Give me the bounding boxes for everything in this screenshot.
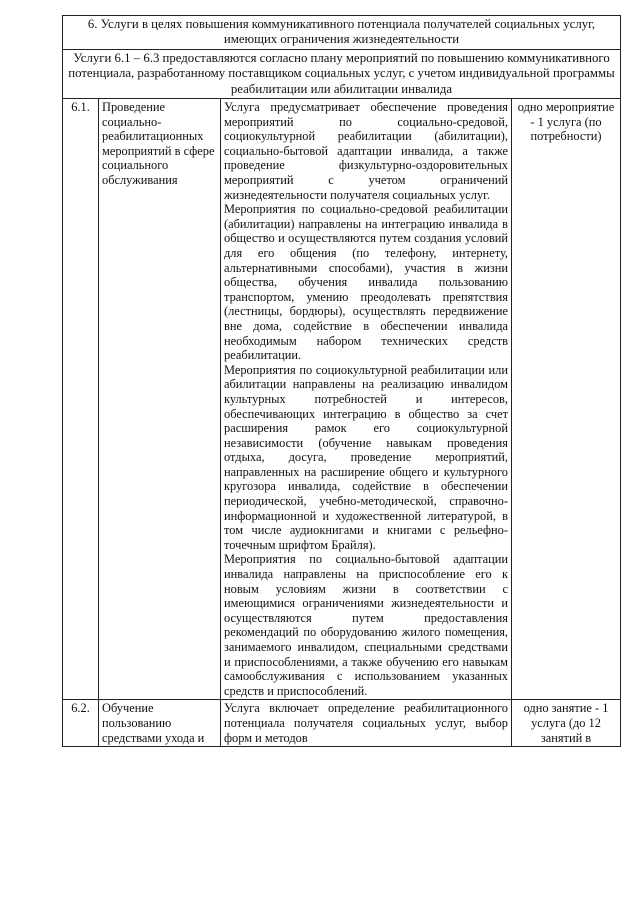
section-note-row [63,49,621,98]
service-description [221,700,512,747]
description-paragraph: Услуга включает определение реабилитационного потенциала получателя социальных услуг, выбор форм и методов [224,701,508,745]
row-number: 6.2. [63,700,99,747]
row-number: 6.1. [63,99,99,700]
service-volume: одно занятие - 1 услуга (до 12 занятий в [512,700,621,747]
services-table [62,15,621,747]
description-paragraph: Мероприятия по социально-средовой реабилитации (абилитации) направлены на интеграцию инвалида в общество и осуществляются путем создания условий для его общения (по телефону, интернету, альтернативными способами), участия в жизни общества, обучения инвалида пользованию транспортом, умению преодолевать препятствия (лестницы, бордюры), осуществлять передвижение вне дома, содействие в обеспечении инвалида необходимым набором технических средств реабилитации. [224,202,508,363]
description-paragraph: Мероприятия по социокультурной реабилитации или абилитации направлены на реализацию инвалидом культурных потребностей и интересов, обеспечивающих интеграцию в общество за счет расширения рамок его социокультурной независимости (обучение навыкам проведения отдыха, досуга, проведение мероприятий, направленных на расширение общего и культурного кругозора инвалида, содействие в обеспечении периодической, учебно-методической, справочно-информационной и художественной литературой, в том числе аудиокнигами и книгами с рельефно-точечным шрифтом Брайля). [224,362,508,552]
service-description [221,99,512,700]
table-row [63,99,621,700]
service-volume: одно мероприятие - 1 услуга (по потребности) [512,99,621,700]
description-paragraph: Услуга предусматривает обеспечение проведения мероприятий по социально-средовой, социокультурной реабилитации (абилитации), социально-бытовой адаптации инвалида, а также проведение физкультурно-оздоровительных мероприятий с учетом ограничений жизнедеятельности получателя социальных услуг. [224,100,508,202]
table-row [63,700,621,747]
service-name: Обучение пользованию средствами ухода и [99,700,221,747]
section-header-row [63,16,621,50]
section-note: Услуги 6.1 – 6.3 предоставляются согласно плану мероприятий по повышению коммуникативного потенциала, разработанному поставщиком социальных услуг, с учетом индивидуальной программы реабилитации или абилитации инвалида [63,49,621,98]
section-title: 6. Услуги в целях повышения коммуникативного потенциала получателей социальных услуг, имеющих ограничения жизнедеятельности [63,16,621,50]
service-name: Проведение социально-реабилитационных мероприятий в сфере социального обслуживания [99,99,221,700]
description-paragraph: Мероприятия по социально-бытовой адаптации инвалида направлены на приспособление его к новым условиям жизни в соответствии с имеющимися ограничениями жизнедеятельности и осуществляются путем предоставления рекомендаций по оборудованию жилого помещения, занимаемого инвалидом, специальными средствами и приспособлениями, а также обучению его навыкам самообслуживания с использованием указанных средств и приспособлений. [224,552,508,698]
